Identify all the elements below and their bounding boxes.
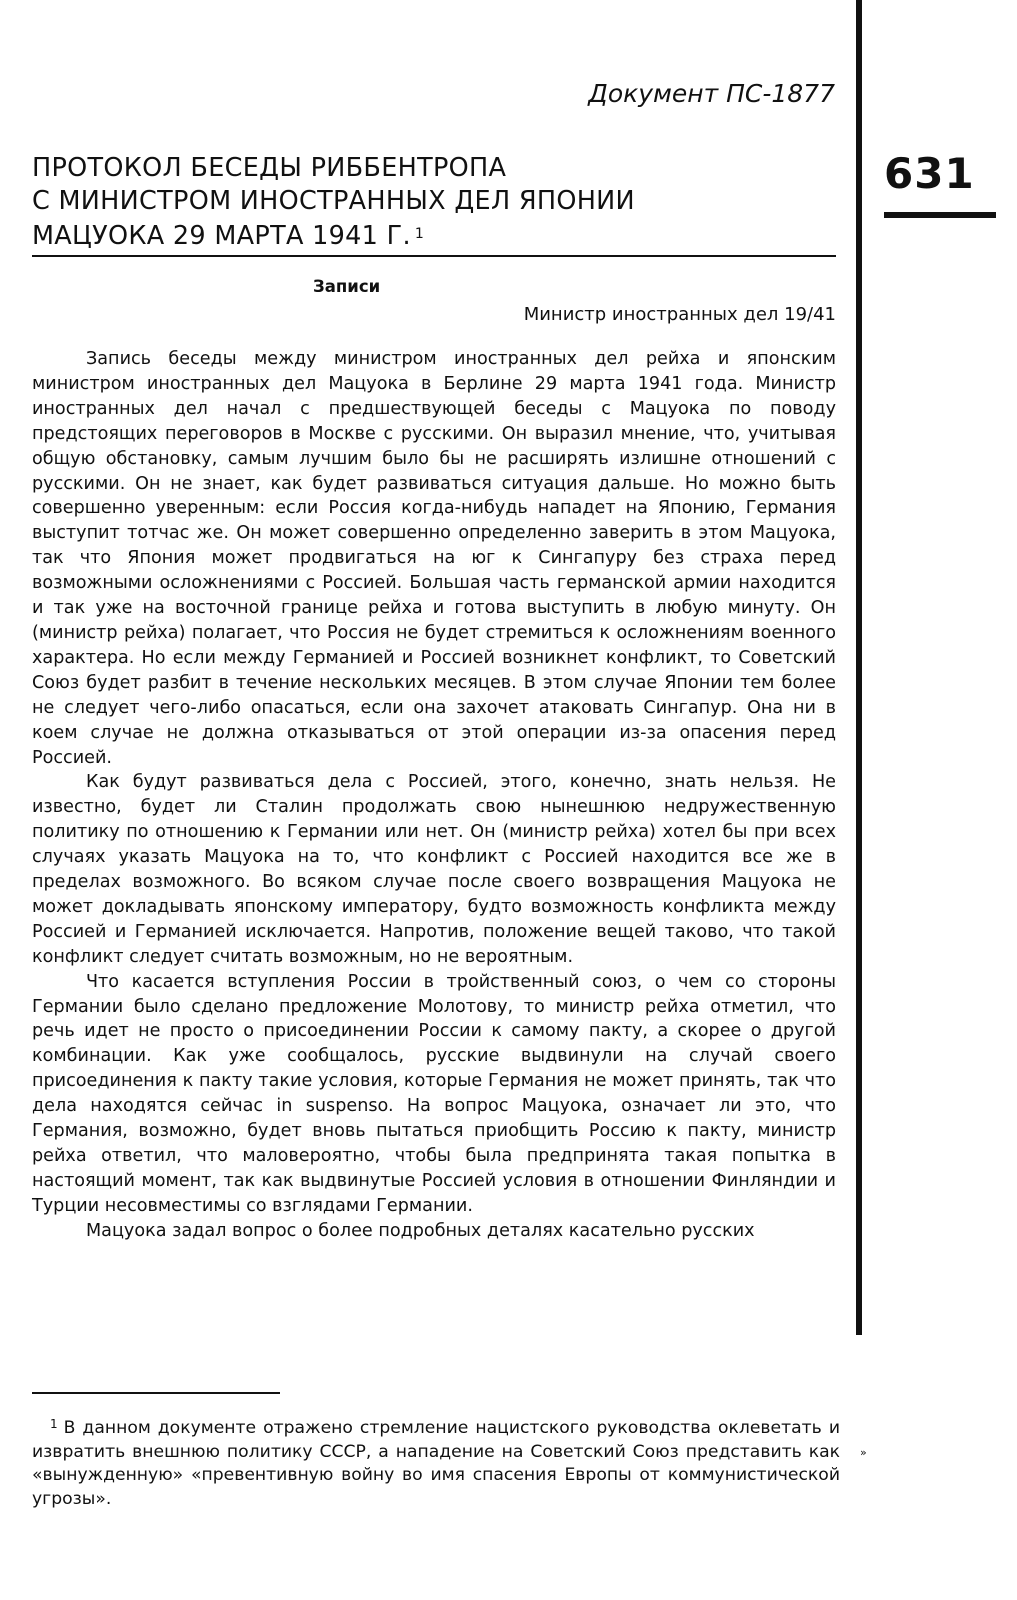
document-label: Документ ПС-1877 xyxy=(588,79,835,108)
body-text xyxy=(32,347,836,1244)
paragraph-4: Мацуока задал вопрос о более подробных деталях касательно русских xyxy=(86,1220,755,1241)
title-line-1: ПРОТОКОЛ БЕСЕДЫ РИББЕНТРОПА xyxy=(32,153,507,183)
margin-vertical-rule xyxy=(856,0,862,1335)
title-divider xyxy=(32,255,836,257)
title-footnote-ref: 1 xyxy=(414,226,425,242)
paragraph-2: Как будут развиваться дела с Россией, этого, конечно, знать нельзя. Не известно, будет ли Сталин продолжать свою нынешнюю недружественную политику по отношению к Германии или нет. Он (министр рейха) хотел бы при всех случаях указать Мацуока на то, что конфликт с Россией находится все же в пределах возможного. Во всяком случае после своего возвращения Мацуока не может докладывать японскому императору, будто возможность конфликта между Россией и Германией исключается. Напротив, положение вещей таково, что такой конфликт следует считать возможным, но не вероятным. xyxy=(32,772,836,967)
document-title xyxy=(32,152,792,253)
footnote-divider xyxy=(32,1392,280,1394)
title-line-2: С МИНИСТРОМ ИНОСТРАННЫХ ДЕЛ ЯПОНИИ xyxy=(32,186,635,216)
margin-mark: » xyxy=(860,1446,867,1459)
section-heading: Записи xyxy=(313,277,381,296)
page-number: 631 xyxy=(884,149,975,198)
page-number-underline xyxy=(884,212,996,218)
paragraph-1: Запись беседы между министром иностранных дел рейха и японским министром иностранных дел Мацуока в Берлине 29 марта 1941 года. Министр иностранных дел начал с предшествующей беседы с Мацуока по поводу предстоящих переговоров в Москве с русскими. Он выразил мнение, что, учитывая общую обстановку, самым лучшим было бы не расширять излишне отношений с русскими. Он не знает, как будет развиваться ситуация дальше. Но можно быть совершенно уверенным: если Россия когда-нибудь нападет на Японию, Германия выступит тотчас же. Он может совершенно определенно заверить в этом Мацуока, так что Япония может продвигаться на юг к Сингапуру без страха перед возможными осложнениями с Россией. Большая часть германской армии находится и так уже на восточной границе рейха и готова выступить в любую минуту. Он (министр рейха) полагает, что Россия не будет стремиться к осложнениям военного характера. Но если между Германией и Россией возникнет конфликт, то Советский Союз будет разбит в течение нескольких месяцев. В этом случае Японии тем более не следует чего-либо опасаться, если она захочет атаковать Сингапур. Она ни в коем случае не должна отказываться от этой операции из-за опасения перед Россией. xyxy=(32,349,836,768)
footnote xyxy=(32,1413,840,1511)
title-line-3: МАЦУОКА 29 МАРТА 1941 Г. xyxy=(32,221,411,251)
paragraph-3: Что касается вступления России в тройственный союз, о чем со стороны Германии было сделано предложение Молотову, то министр рейха отметил, что речь идет не просто о присоединении России к самому пакту, а скорее о другой комбинации. Как уже сообщалось, русские выдвинули на случай своего присоединения к пакту такие условия, которые Германия не может принять, так что дела находятся сейчас in suspenso. На вопрос Мацуока, означает ли это, что Германия, возможно, будет вновь пытаться приобщить Россию к пакту, министр рейха ответил, что маловероятно, чтобы была предпринята такая попытка в настоящий момент, так как выдвинутые Россией условия в отношении Финляндии и Турции несовместимы со взглядами Германии. xyxy=(32,971,836,1216)
footnote-text: В данном документе отражено стремление нацистского руководства оклеветать и извратить внешнюю политику СССР, а нападение на Советский Союз представить как «вынужденную» «превентивную войну во имя спасения Европы от коммунистической угрозы». xyxy=(32,1418,840,1509)
footnote-mark: 1 xyxy=(50,1417,58,1431)
archive-reference: Министр иностранных дел 19/41 xyxy=(523,304,836,325)
